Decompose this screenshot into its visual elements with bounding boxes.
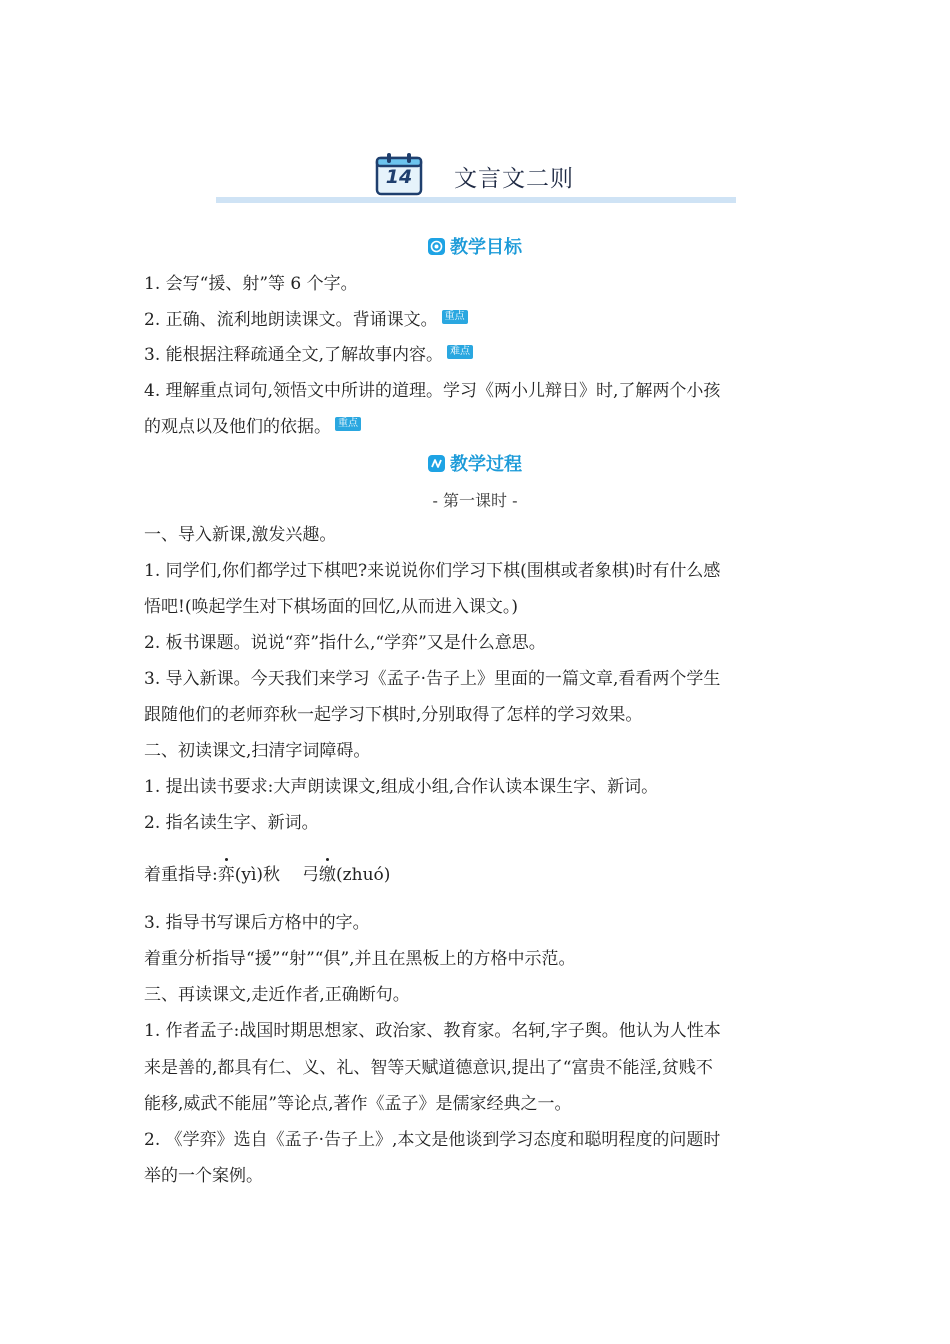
emphasized-char: 弈 <box>217 865 235 885</box>
body-line: 着重分析指导“援”“射”“俱”,并且在黑板上的方格中示范。 <box>144 949 576 969</box>
body-line: 举的一个案例。 <box>144 1166 263 1186</box>
difficulty-badge: 难点 <box>447 345 473 359</box>
process-icon <box>428 455 445 472</box>
header-divider <box>216 197 736 203</box>
goal-item <box>144 309 468 331</box>
body-line: 来是善的,都具有仁、义、礼、智等天赋道德意识,提出了“富贵不能淫,贫贱不 <box>144 1058 713 1078</box>
goal-item <box>144 273 358 295</box>
goal-text: 的观点以及他们的依据。 <box>144 417 331 437</box>
emphasized-char: 缴 <box>319 865 337 885</box>
body-line: 三、再读课文,走近作者,正确断句。 <box>144 985 410 1005</box>
key-point-badge: 重点 <box>335 417 361 431</box>
lesson-number: 14 <box>385 166 413 188</box>
body-line: 二、初读课文,扫清字词障碍。 <box>144 741 371 761</box>
pinyin-text: (yì)秋 <box>234 865 281 885</box>
process-section-header <box>0 450 950 476</box>
body-line: 1. 同学们,你们都学过下棋吧?来说说你们学习下棋(围棋或者象棋)时有什么感 <box>144 561 721 581</box>
body-line: 3. 导入新课。今天我们来学习《孟子·告子上》里面的一篇文章,看看两个学生 <box>144 669 721 689</box>
guidance-prefix: 着重指导: <box>144 865 218 885</box>
lesson-header <box>216 148 736 208</box>
goal-item-continued <box>144 416 361 438</box>
body-line: 3. 指导书写课后方格中的字。 <box>144 913 370 933</box>
body-line: 2. 《学弈》选自《孟子·告子上》,本文是他谈到学习态度和聪明程度的问题时 <box>144 1130 721 1150</box>
goals-section-header <box>0 233 950 259</box>
body-line: 能移,威武不能屈”等论点,著作《孟子》是儒家经典之一。 <box>144 1094 572 1114</box>
body-line: 跟随他们的老师弈秋一起学习下棋时,分别取得了怎样的学习效果。 <box>144 705 643 725</box>
process-title: 教学过程 <box>450 454 522 475</box>
body-line: 2. 指名读生字、新词。 <box>144 813 319 833</box>
key-point-badge: 重点 <box>442 310 468 324</box>
goal-text: 1. 会写“援、射”等 6 个字。 <box>144 274 358 294</box>
goals-title: 教学目标 <box>450 237 522 258</box>
goal-text: 4. 理解重点词句,领悟文中所讲的道理。学习《两小儿辩日》时,了解两个小孩 <box>144 381 721 401</box>
body-line: 2. 板书课题。说说“弈”指什么,“学弈”又是什么意思。 <box>144 633 546 653</box>
goal-text: 2. 正确、流利地朗读课文。背诵课文。 <box>144 310 438 330</box>
goal-item <box>144 344 473 366</box>
body-line: 一、导入新课,激发兴趣。 <box>144 525 337 545</box>
target-icon <box>428 238 445 255</box>
pinyin-guidance-line <box>144 864 390 886</box>
goal-item <box>144 380 720 402</box>
lesson-title: 文言文二则 <box>454 166 574 192</box>
body-line: 1. 作者孟子:战国时期思想家、政治家、教育家。名轲,字子舆。他认为人性本 <box>144 1021 721 1041</box>
plain-char: 弓 <box>302 865 320 885</box>
body-line: 悟吧!(唤起学生对下棋场面的回忆,从而进入课文。) <box>144 597 518 617</box>
body-line: 1. 提出读书要求:大声朗读课文,组成小组,合作认读本课生字、新词。 <box>144 777 659 797</box>
goal-text: 3. 能根据注释疏通全文,了解故事内容。 <box>144 345 444 365</box>
pinyin-text: (zhuó) <box>336 865 391 885</box>
session-label: - 第一课时 - <box>432 491 518 510</box>
